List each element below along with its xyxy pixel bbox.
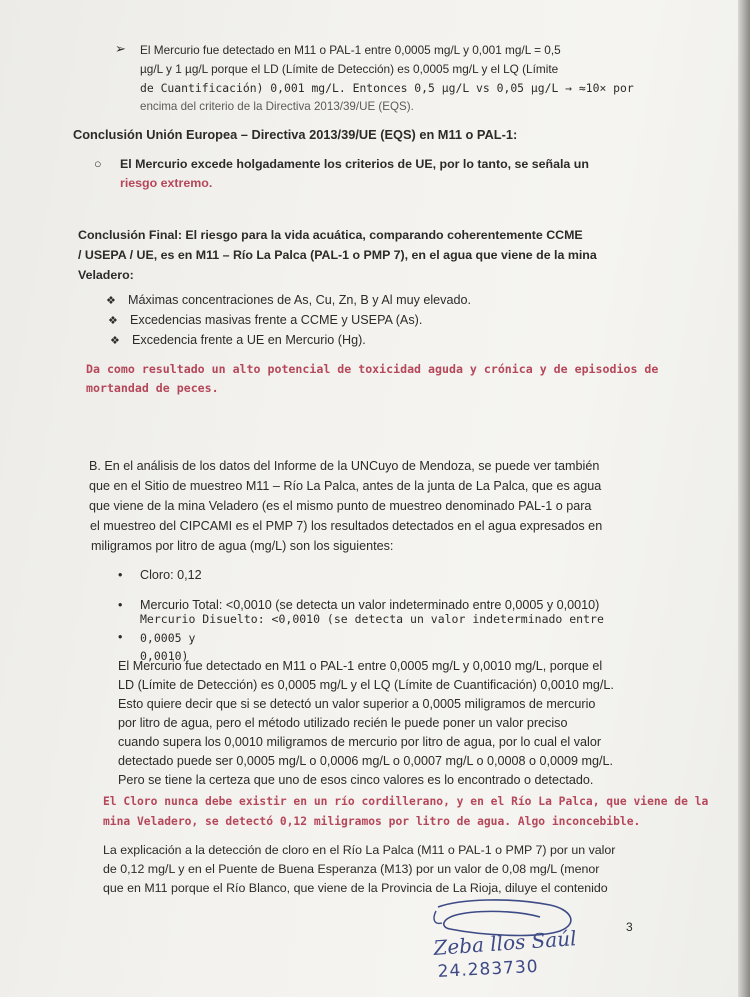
section-b-line: el muestreo del CIPCAMI es el PMP 7) los resultados detectados en el agua expresados en bbox=[90, 519, 603, 533]
svg-text:Zeba llos Saúl: Zeba llos Saúl bbox=[432, 926, 578, 960]
dot-bullet-icon: • bbox=[118, 630, 123, 644]
explain-line: de 0,12 mg/L y en el Puente de Buena Esperanza (M13) por un valor de 0,08 mg/L (menor bbox=[103, 862, 600, 876]
conclusion-ue-line-red: riesgo extremo. bbox=[120, 176, 213, 190]
list-item-line: Mercurio Disuelto: <0,0010 (se detecta un valor indeterminado entre 0,0005 y bbox=[140, 612, 604, 645]
handwritten-signature bbox=[420, 895, 620, 985]
text-line: µg/L y 1 µg/L porque el LD (Límite de Detección) es 0,0005 mg/L y el LQ (Límite bbox=[140, 62, 559, 76]
list-item-line: 0,0010) bbox=[140, 649, 189, 663]
conclusion-ue-line: El Mercurio excede holgadamente los criterios de UE, por lo tanto, se señala un bbox=[120, 157, 589, 171]
conclusion-final-heading: Conclusión Final: El riesgo para la vida acuática, comparando coherentemente CCME bbox=[78, 228, 583, 242]
circle-bullet-icon: ○ bbox=[94, 157, 102, 171]
page-edge bbox=[738, 0, 750, 997]
diamond-bullet-icon: ❖ bbox=[106, 295, 116, 307]
text-line: encima del criterio de la Directiva 2013/39/UE (EQS). bbox=[140, 100, 414, 113]
paragraph-line: cuando supera los 0,0010 miligramos de mercurio por litro de agua, por lo cual el valor bbox=[118, 735, 602, 749]
diamond-bullet-icon: ❖ bbox=[110, 335, 120, 347]
arrow-bullet-icon: ➢ bbox=[115, 41, 126, 56]
explain-line: que en M11 porque el Río Blanco, que viene de la Provincia de La Rioja, diluye el contenido bbox=[103, 881, 608, 895]
dot-bullet-icon: • bbox=[118, 568, 123, 582]
result-line-red: mortandad de peces. bbox=[86, 381, 219, 395]
list-item: Excedencia frente a UE en Mercurio (Hg). bbox=[132, 333, 366, 347]
section-b-line: que viene de la mina Veladero (es el mismo punto de muestreo denominado PAL-1 o para bbox=[89, 499, 592, 513]
cloro-line-red: mina Veladero, se detectó 0,12 miligramos por litro de agua. Algo inconcebible. bbox=[103, 815, 641, 828]
list-item-cloro: Cloro: 0,12 bbox=[140, 568, 202, 582]
conclusion-final-heading: Veladero: bbox=[78, 268, 134, 282]
dot-bullet-icon: • bbox=[118, 598, 123, 612]
paragraph-line: El Mercurio fue detectado en M11 o PAL-1 entre 0,0005 mg/L y 0,0010 mg/L, porque el bbox=[118, 659, 603, 673]
result-line-red: Da como resultado un alto potencial de toxicidad aguda y crónica y de episodios de bbox=[86, 362, 659, 376]
explain-line: La explicación a la detección de cloro en el Río La Palca (M11 o PAL-1 o PMP 7) por un valor bbox=[103, 843, 616, 857]
paragraph-line: Esto quiere decir que si se detectó un valor superior a 0,0005 miligramos de mercurio bbox=[118, 697, 596, 711]
paragraph-line: Pero se tiene la certeza que uno de esos cinco valores es lo encontrado o detectado. bbox=[118, 773, 594, 787]
diamond-bullet-icon: ❖ bbox=[108, 315, 118, 327]
list-item-mercurio-total: Mercurio Total: <0,0010 (se detecta un valor indeterminado entre 0,0005 y 0,0010) bbox=[140, 598, 600, 612]
paragraph-line: por litro de agua, pero el método utilizado recién le puede poner un valor preciso bbox=[118, 716, 568, 730]
page-number: 3 bbox=[626, 920, 633, 934]
section-b-line: B. En el análisis de los datos del Informe de la UNCuyo de Mendoza, se puede ver también bbox=[89, 459, 600, 473]
section-b-line: que en el Sitio de muestreo M11 – Río La Palca, antes de la junta de La Palca, que es agua bbox=[89, 479, 602, 493]
text-line: El Mercurio fue detectado en M11 o PAL-1 entre 0,0005 mg/L y 0,001 mg/L = 0,5 bbox=[140, 43, 561, 57]
list-item: Máximas concentraciones de As, Cu, Zn, B y Al muy elevado. bbox=[128, 293, 471, 307]
paragraph-line: detectado puede ser 0,0005 mg/L o 0,0006 mg/L o 0,0007 mg/L o 0,0008 o 0,0009 mg/L. bbox=[118, 754, 614, 768]
section-b-line: miligramos por litro de agua (mg/L) son los siguientes: bbox=[91, 539, 394, 553]
conclusion-final-heading: / USEPA / UE, es en M11 – Río La Palca (PAL-1 o PMP 7), en el agua que viene de la mina bbox=[78, 248, 597, 262]
list-item: Excedencias masivas frente a CCME y USEPA (As). bbox=[130, 313, 423, 327]
text-line: de Cuantificación) 0,001 mg/L. Entonces 0,5 µg/L vs 0,05 µg/L → ≈10× por bbox=[140, 81, 634, 95]
svg-text:24.283730: 24.283730 bbox=[437, 956, 540, 982]
paragraph-line: LD (Límite de Detección) es 0,0005 mg/L y el LQ (Límite de Cuantificación) 0,0010 mg/L. bbox=[118, 678, 614, 692]
conclusion-ue-heading: Conclusión Unión Europea – Directiva 2013/39/UE (EQS) en M11 o PAL-1: bbox=[73, 127, 518, 142]
cloro-line-red: El Cloro nunca debe existir en un río cordillerano, y en el Río La Palca, que viene de la bbox=[103, 795, 709, 808]
